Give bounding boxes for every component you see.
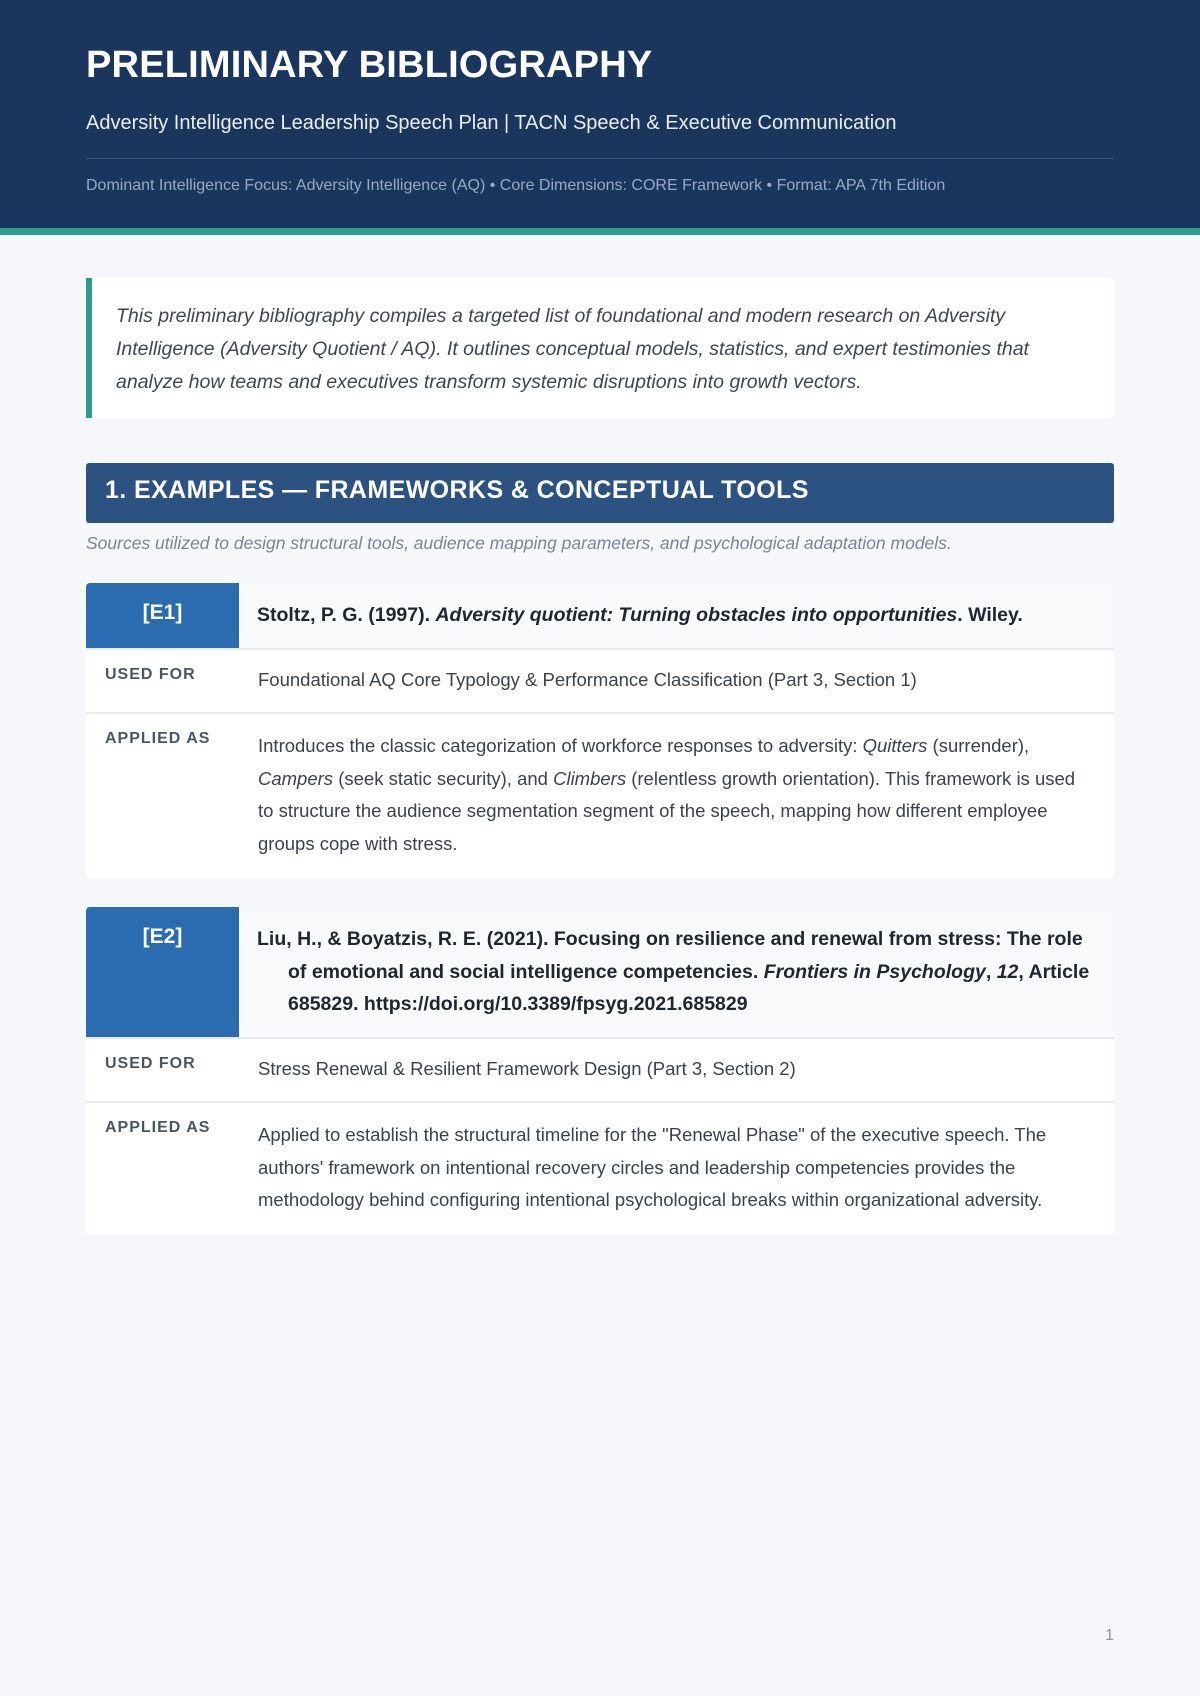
citation-authors-year: Stoltz, P. G. (1997).: [257, 604, 436, 626]
citation-publisher: . Wiley.: [957, 604, 1023, 626]
citation-article-doi: , Article 685829. https://doi.org/10.3389/fpsyg.2021.685829: [288, 960, 1090, 1015]
applied-as-label: APPLIED AS: [105, 1119, 211, 1136]
citation-separator: ,: [985, 960, 997, 983]
applied-as-text: Applied to establish the structural timeline for the "Renewal Phase" of the executive speech. The authors' framework on intentional recovery circles and leadership competencies provides the methodology behind configuring intentional psychological breaks within organizational adversity.: [258, 1124, 1047, 1210]
used-for-text: Stress Renewal & Resilient Framework Design (Part 3, Section 2): [258, 1057, 796, 1079]
citation-journal: Frontiers in Psychology: [763, 960, 986, 983]
document-header: [0, 0, 1200, 235]
applied-text-part: (surrender),: [927, 735, 1030, 756]
citation-authors-title: Liu, H., & Boyatzis, R. E. (2021). Focusing on resilience and renewal from stress: The role of emotional and social intelligence competencies.: [257, 928, 1083, 983]
citation: [239, 583, 1114, 648]
term-quitters: Quitters: [862, 735, 928, 756]
document-subtitle: Adversity Intelligence Leadership Speech Plan | TACN Speech & Executive Communication: [86, 112, 897, 134]
term-campers: Campers: [258, 767, 334, 789]
citation-book-title: Adversity quotient: Turning obstacles into opportunities: [435, 604, 958, 626]
entry-applied-as-row: [86, 714, 1114, 878]
used-for-label: USED FOR: [105, 665, 196, 683]
section-heading-examples: 1. EXAMPLES — FRAMEWORKS & CONCEPTUAL TOOLS: [86, 463, 1114, 523]
bibliography-entry-e1: [86, 583, 1114, 878]
entry-header: [86, 907, 1114, 1039]
entry-header: [86, 583, 1114, 650]
entry-used-for-row: [86, 1039, 1114, 1104]
section-description: Sources utilized to design structural tools, audience mapping parameters, and psychological adaptation models.: [86, 533, 952, 553]
entry-id-badge: [E2]: [86, 907, 239, 1037]
intro-callout: This preliminary bibliography compiles a targeted list of foundational and modern research on Adversity Intelligence (Adversity Quotient / AQ). It outlines conceptual models, statistics, and expert testimonies that analyze how teams and executives transform systemic disruptions into growth vectors.: [86, 278, 1114, 418]
entry-id-badge: [E1]: [86, 583, 239, 648]
applied-text-part: (seek static security), and: [333, 767, 554, 789]
term-climbers: Climbers: [553, 767, 627, 789]
document-title: PRELIMINARY BIBLIOGRAPHY: [86, 44, 653, 86]
entry-used-for-row: [86, 650, 1114, 715]
citation: [239, 907, 1114, 1037]
document-meta: Dominant Intelligence Focus: Adversity Intelligence (AQ) • Core Dimensions: CORE Framework • Format: APA 7th Edition: [86, 177, 946, 194]
header-divider: [86, 158, 1114, 159]
bibliography-entry-e2: [86, 907, 1114, 1235]
entry-applied-as-row: [86, 1103, 1114, 1235]
applied-text-part: Introduces the classic categorization of workforce responses to adversity:: [258, 735, 863, 756]
used-for-label: USED FOR: [105, 1054, 196, 1072]
page-number: 1: [1105, 1627, 1114, 1644]
applied-as-label: APPLIED AS: [105, 730, 211, 747]
applied-text-part: (relentless growth orientation). This framework is used to structure the audience segmentation segment of the speech, mapping how different employee groups cope with stress.: [258, 767, 1076, 854]
applied-as-text: [258, 714, 1114, 878]
citation-volume: 12: [996, 960, 1019, 983]
used-for-text: Foundational AQ Core Typology & Performance Classification (Part 3, Section 1): [258, 668, 917, 690]
